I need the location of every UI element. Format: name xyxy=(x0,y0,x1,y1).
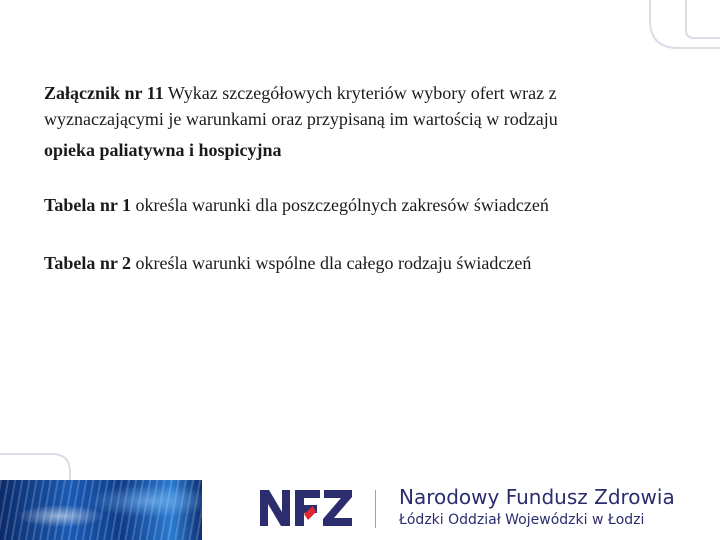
organization-branch: Łódzki Oddział Wojewódzki w Łodzi xyxy=(399,512,645,528)
attachment-number: Załącznik nr 11 xyxy=(44,83,164,103)
table-1-text: określa warunki dla poszczególnych zakresów świadczeń xyxy=(131,195,549,215)
attachment-description xyxy=(44,80,664,163)
table-1-label: Tabela nr 1 xyxy=(44,195,132,215)
footer-divider xyxy=(375,490,376,528)
slide-content xyxy=(44,80,664,273)
footer-photo-banner xyxy=(0,480,202,540)
table-2-description xyxy=(44,250,531,276)
decorative-frame-bottom-left xyxy=(0,448,80,482)
table-1-description xyxy=(44,192,549,218)
table-2-label: Tabela nr 2 xyxy=(44,253,132,273)
organization-name: Narodowy Fundusz Zdrowia xyxy=(399,485,675,509)
decorative-frame-top-right xyxy=(600,0,720,60)
service-type: opieka paliatywna i hospicyjna xyxy=(44,140,282,160)
attachment-title-line2: wyznaczającymi je warunkami oraz przypisaną im wartością w rodzaju xyxy=(44,109,558,129)
nfz-logo xyxy=(258,486,354,528)
table-2-text: określa warunki wspólne dla całego rodzaju świadczeń xyxy=(131,253,532,273)
attachment-title-line1: Wykaz szczegółowych kryteriów wybory ofert wraz z xyxy=(163,83,557,103)
nfz-logo-mark xyxy=(258,486,354,528)
